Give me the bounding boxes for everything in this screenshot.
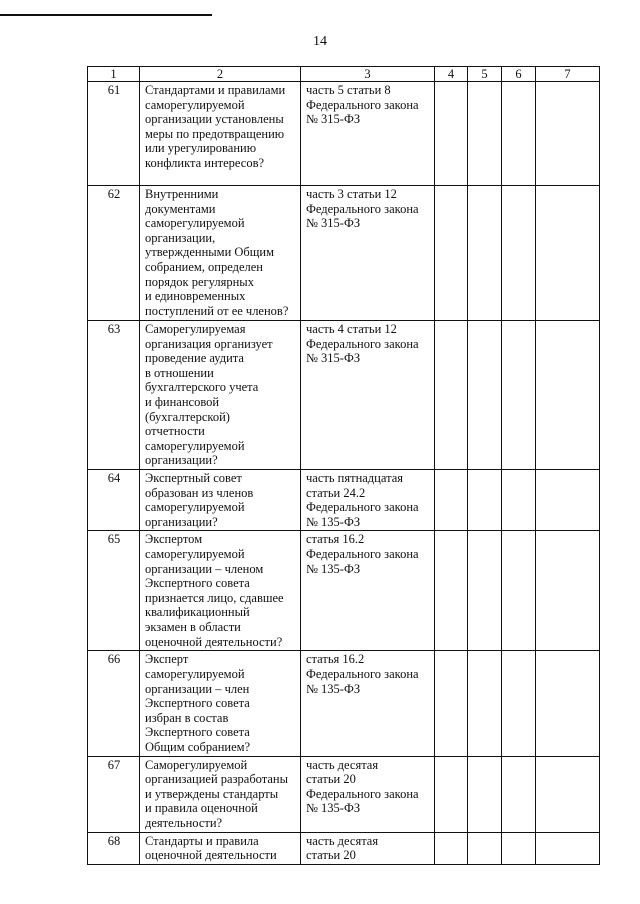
note-cell[interactable] — [536, 651, 600, 756]
reference-cell: часть 3 статьи 12 Федерального закона № 315-ФЗ — [301, 186, 435, 321]
col-header-6: 6 — [502, 67, 536, 82]
answer-cell-na[interactable] — [502, 756, 536, 832]
row-number: 67 — [88, 756, 140, 832]
note-cell[interactable] — [536, 470, 600, 531]
question-cell: Саморегулируемая организация организует проведение аудита в отношении бухгалтерского учета и финансовой (бухгалтерской) отчетности саморегулируемой организации? — [140, 321, 301, 470]
col-header-7: 7 — [536, 67, 600, 82]
col-header-1: 1 — [88, 67, 140, 82]
answer-cell-na[interactable] — [502, 470, 536, 531]
row-number: 61 — [88, 82, 140, 186]
table-row — [88, 756, 600, 832]
table-row — [88, 651, 600, 756]
row-number: 65 — [88, 531, 140, 651]
answer-cell-no[interactable] — [468, 531, 502, 651]
table-row — [88, 832, 600, 864]
answer-cell-na[interactable] — [502, 832, 536, 864]
answer-cell-no[interactable] — [468, 82, 502, 186]
question-cell: Внутренними документами саморегулируемой организации, утвержденными Общим собранием, определен порядок регулярных и единовременных поступлений от ее членов? — [140, 186, 301, 321]
question-cell: Стандарты и правила оценочной деятельности — [140, 832, 301, 864]
answer-cell-no[interactable] — [468, 756, 502, 832]
answer-cell-yes[interactable] — [435, 531, 468, 651]
table-row — [88, 321, 600, 470]
table-row — [88, 186, 600, 321]
answer-cell-yes[interactable] — [435, 321, 468, 470]
table-row — [88, 82, 600, 186]
question-cell: Экспертный совет образован из членов саморегулируемой организации? — [140, 470, 301, 531]
note-cell[interactable] — [536, 832, 600, 864]
reference-cell: часть 4 статьи 12 Федерального закона № 315-ФЗ — [301, 321, 435, 470]
page-number: 14 — [313, 34, 327, 49]
answer-cell-yes[interactable] — [435, 470, 468, 531]
answer-cell-no[interactable] — [468, 321, 502, 470]
reference-cell: часть пятнадцатая статьи 24.2 Федерального закона № 135-ФЗ — [301, 470, 435, 531]
col-header-4: 4 — [435, 67, 468, 82]
answer-cell-yes[interactable] — [435, 651, 468, 756]
top-left-rule — [0, 14, 212, 16]
answer-cell-yes[interactable] — [435, 186, 468, 321]
question-cell: Экспертом саморегулируемой организации – членом Экспертного совета признается лицо, сдавшее квалификационный экзамен в области оценочной деятельности? — [140, 531, 301, 651]
checklist-table — [87, 66, 600, 865]
note-cell[interactable] — [536, 531, 600, 651]
question-cell: Саморегулируемой организацией разработаны и утверждены стандарты и правила оценочной деятельности? — [140, 756, 301, 832]
row-number: 66 — [88, 651, 140, 756]
col-header-2: 2 — [140, 67, 301, 82]
row-number: 68 — [88, 832, 140, 864]
note-cell[interactable] — [536, 321, 600, 470]
row-number: 63 — [88, 321, 140, 470]
note-cell[interactable] — [536, 186, 600, 321]
col-header-3: 3 — [301, 67, 435, 82]
answer-cell-na[interactable] — [502, 186, 536, 321]
col-header-5: 5 — [468, 67, 502, 82]
reference-cell: статья 16.2 Федерального закона № 135-ФЗ — [301, 651, 435, 756]
answer-cell-na[interactable] — [502, 531, 536, 651]
answer-cell-na[interactable] — [502, 82, 536, 186]
answer-cell-no[interactable] — [468, 651, 502, 756]
answer-cell-yes[interactable] — [435, 82, 468, 186]
answer-cell-no[interactable] — [468, 186, 502, 321]
note-cell[interactable] — [536, 756, 600, 832]
reference-cell: часть десятая статьи 20 — [301, 832, 435, 864]
table-row — [88, 531, 600, 651]
reference-cell: часть 5 статьи 8 Федерального закона № 315-ФЗ — [301, 82, 435, 186]
note-cell[interactable] — [536, 82, 600, 186]
answer-cell-na[interactable] — [502, 321, 536, 470]
question-cell: Эксперт саморегулируемой организации – член Экспертного совета избран в состав Экспертного совета Общим собранием? — [140, 651, 301, 756]
header-row — [88, 67, 600, 82]
answer-cell-na[interactable] — [502, 651, 536, 756]
row-number: 62 — [88, 186, 140, 321]
answer-cell-no[interactable] — [468, 832, 502, 864]
question-cell: Стандартами и правилами саморегулируемой организации установлены меры по предотвращению или урегулированию конфликта интересов? — [140, 82, 301, 186]
answer-cell-yes[interactable] — [435, 756, 468, 832]
answer-cell-no[interactable] — [468, 470, 502, 531]
row-number: 64 — [88, 470, 140, 531]
table-row — [88, 470, 600, 531]
reference-cell: часть десятая статьи 20 Федерального закона № 135-ФЗ — [301, 756, 435, 832]
answer-cell-yes[interactable] — [435, 832, 468, 864]
reference-cell: статья 16.2 Федерального закона № 135-ФЗ — [301, 531, 435, 651]
